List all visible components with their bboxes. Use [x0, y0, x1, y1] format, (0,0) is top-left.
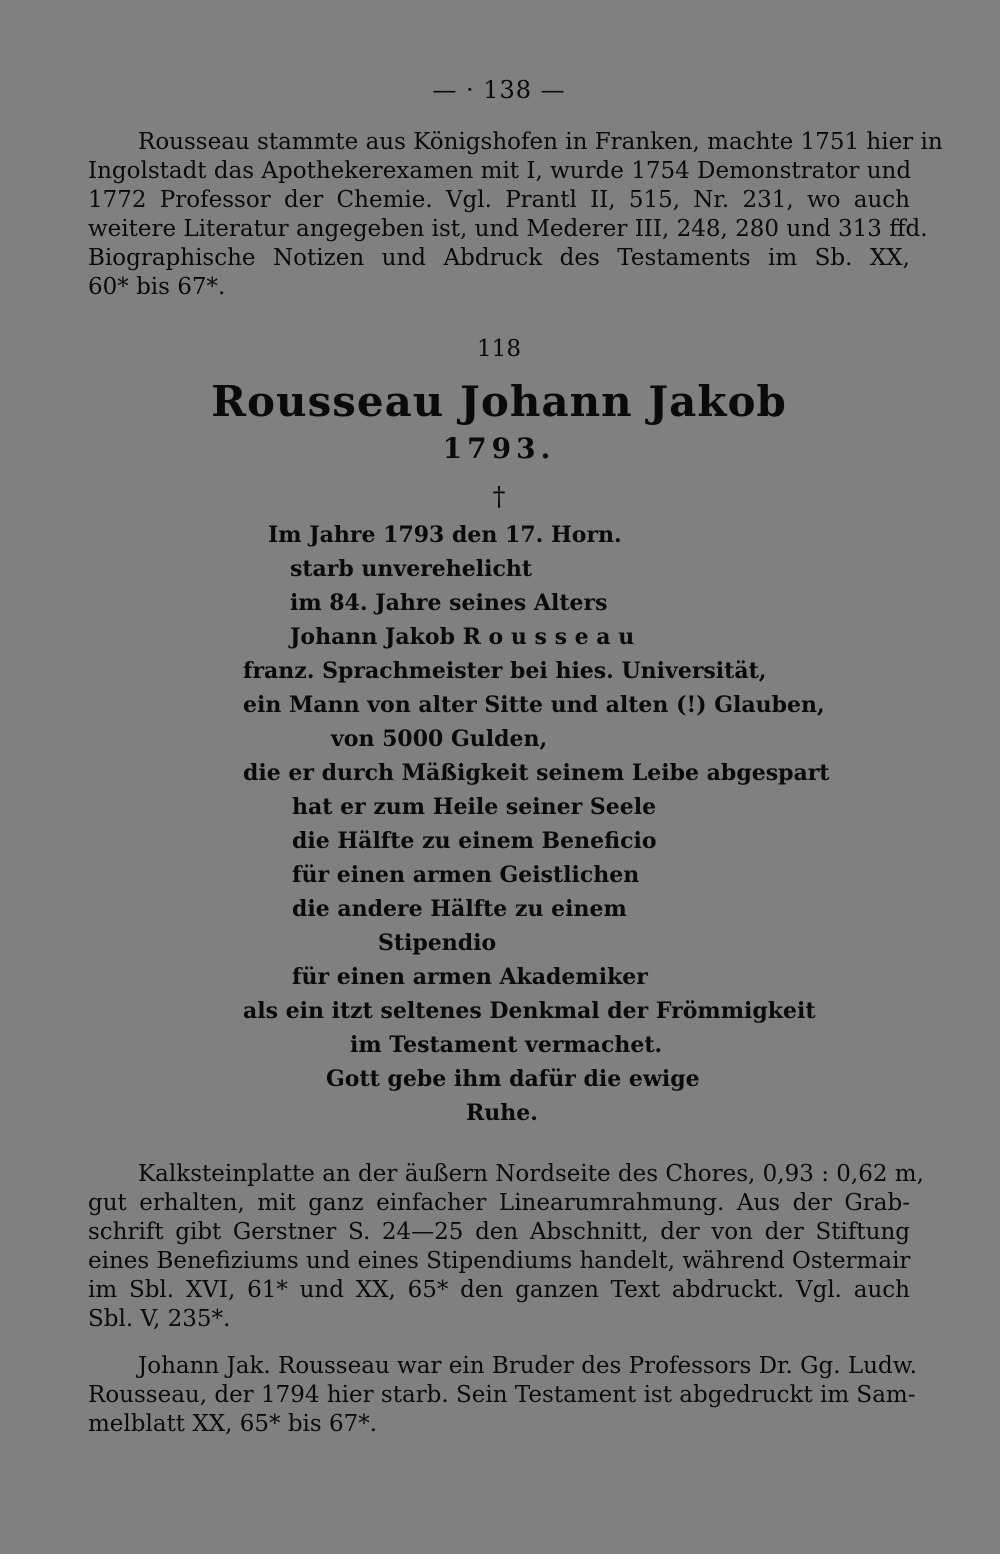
paragraph-line: Rousseau stammte aus Königshofen in Franken, machte 1751 hier in	[138, 129, 943, 155]
inscription-line: die andere Hälfte zu einem	[292, 896, 627, 922]
paragraph-line: im Sbl. XVI, 61* und XX, 65* den ganzen Text abdruckt. Vgl. auch	[88, 1277, 910, 1303]
book-page	[88, 70, 943, 1439]
inscription-line: im Testament vermachet.	[350, 1032, 663, 1058]
inscription-line: die Hälfte zu einem Beneficio	[292, 828, 657, 854]
inscription-line: starb unverehelicht	[290, 556, 533, 582]
inscription-line: Ruhe.	[466, 1100, 538, 1126]
paragraph-line: 1772 Professor der Chemie. Vgl. Prantl II, 515, Nr. 231, wo auch	[88, 187, 910, 213]
note-paragraph	[88, 1352, 917, 1439]
epitaph-inscription	[88, 520, 910, 1150]
inscription-line: Johann Jakob R o u s s e a u	[290, 624, 635, 650]
paragraph-line: Rousseau, der 1794 hier starb. Sein Testament ist abgedruckt im Sam-	[88, 1382, 916, 1408]
paragraph-line: weitere Literatur angegeben ist, und Mederer III, 248, 280 und 313 ffd.	[88, 216, 928, 242]
entry-number: 118	[477, 336, 521, 362]
entry-title: Rousseau Johann Jakob	[211, 377, 787, 426]
inscription-line: im 84. Jahre seines Alters	[290, 590, 608, 616]
inscription-line: hat er zum Heile seiner Seele	[292, 794, 657, 820]
intro-paragraph	[88, 128, 943, 302]
paragraph-line: Johann Jak. Rousseau war ein Bruder des Professors Dr. Gg. Ludw.	[138, 1353, 917, 1379]
paragraph-line: melblatt XX, 65* bis 67*.	[88, 1411, 378, 1437]
paragraph-line: schrift gibt Gerstner S. 24—25 den Abschnitt, der von der Stiftung	[88, 1219, 910, 1245]
paragraph-line: Kalksteinplatte an der äußern Nordseite des Chores, 0,93 : 0,62 m,	[138, 1161, 924, 1187]
page-number: — · 138 —	[432, 76, 566, 104]
inscription-line: Stipendio	[378, 930, 497, 956]
inscription-line: von 5000 Gulden,	[331, 726, 548, 752]
inscription-line: für einen armen Geistlichen	[292, 862, 640, 888]
paragraph-line: Biographische Notizen und Abdruck des Testaments im Sb. XX,	[88, 245, 910, 271]
inscription-line: franz. Sprachmeister bei hies. Universität,	[243, 658, 767, 684]
inscription-line: als ein itzt seltenes Denkmal der Frömmigkeit	[243, 998, 816, 1024]
description-paragraph	[88, 1160, 924, 1334]
inscription-line: für einen armen Akademiker	[292, 964, 648, 990]
cross-symbol: †	[492, 482, 506, 512]
inscription-line: die er durch Mäßigkeit seinem Leibe abgespart	[243, 760, 830, 786]
inscription-line: Gott gebe ihm dafür die ewige	[326, 1066, 700, 1092]
paragraph-line: gut erhalten, mit ganz einfacher Linearumrahmung. Aus der Grab-	[88, 1190, 910, 1216]
paragraph-line: 60* bis 67*.	[88, 274, 226, 300]
paragraph-line: Ingolstadt das Apothekerexamen mit I, wurde 1754 Demonstrator und	[88, 158, 912, 184]
inscription-line: ein Mann von alter Sitte und alten (!) Glauben,	[243, 692, 825, 718]
paragraph-line: eines Benefiziums und eines Stipendiums handelt, während Ostermair	[88, 1248, 911, 1274]
entry-year: 1793.	[442, 432, 556, 465]
paragraph-line: Sbl. V, 235*.	[88, 1306, 231, 1332]
inscription-line: Im Jahre 1793 den 17. Horn.	[268, 522, 622, 548]
